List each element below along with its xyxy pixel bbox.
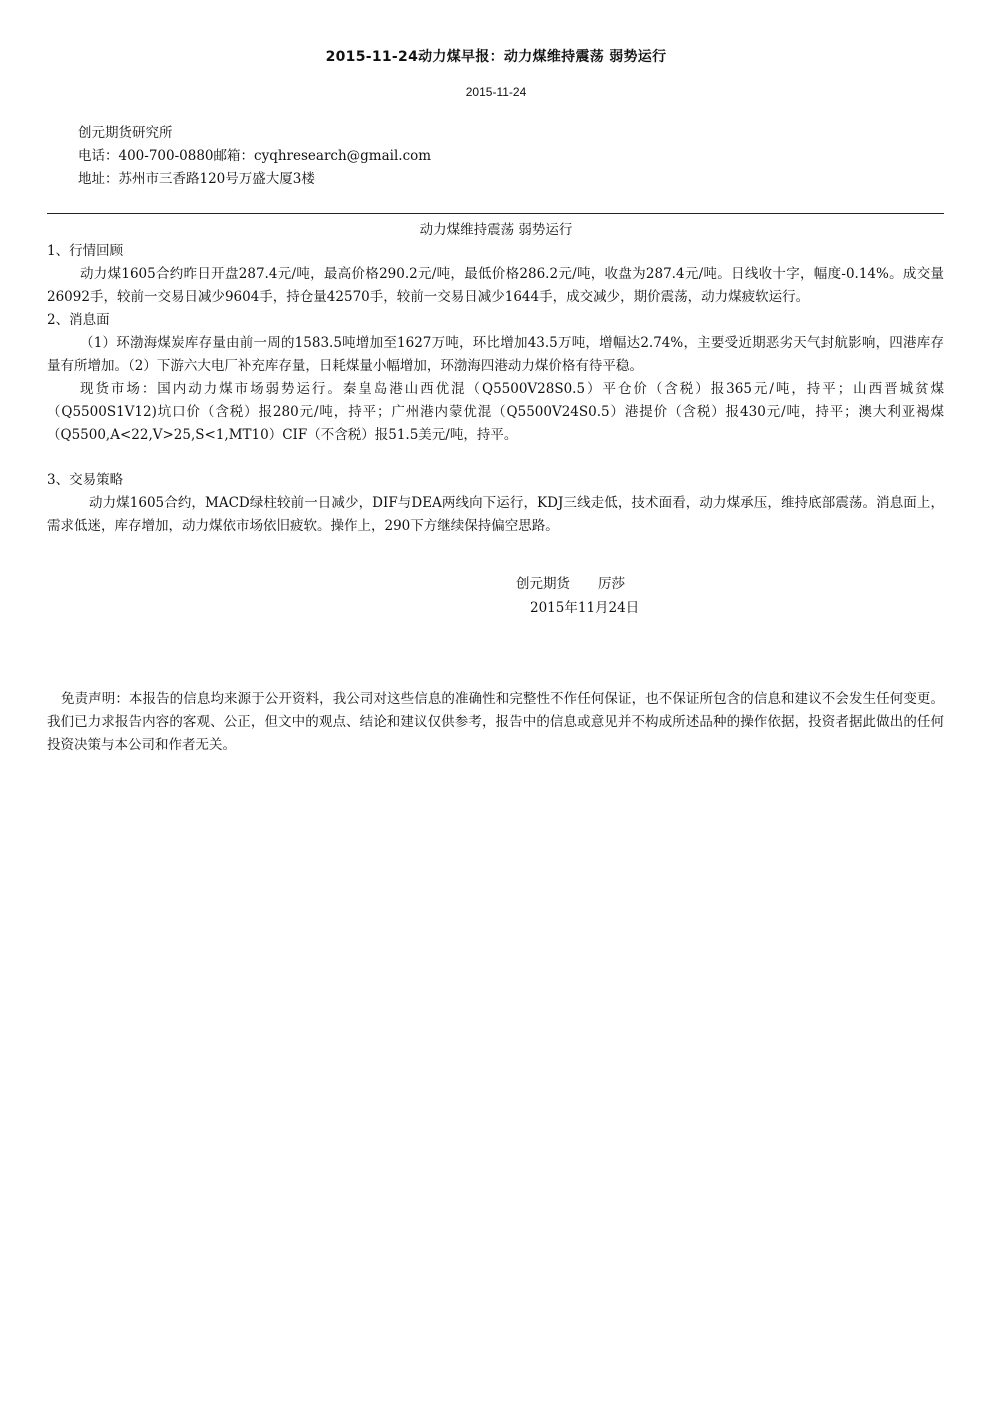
news-text: （1）环渤海煤炭库存量由前一周的1583.5吨增加至1627万吨，环比增加43.5万吨，增幅达2.74%，主要受近期恶劣天气封航影响，四港库存量有所增加。（2）下游六大电厂补充库存量，日耗煤量小幅增加，环渤海四港动力煤价格有待平稳。 [47,335,944,374]
signature-date: 2015年11月24日 [530,600,640,616]
address-line: 地址：苏州市三香路120号万盛大厦3楼 [78,171,315,187]
report-body [47,240,944,538]
contact-block [78,122,431,191]
page-title: 2015-11-24动力煤早报：动力煤维持震荡 弱势运行 [325,49,667,65]
horizontal-divider [47,213,944,214]
spot-market-text: 现货市场：国内动力煤市场弱势运行。秦皇岛港山西优混（Q5500V28S0.5）平仓价（含税）报365元/吨，持平；山西晋城贫煤（Q5500S1V12)坑口价（含税）报280元/吨，持平；广州港内蒙优混（Q5500V24S0.5）港提价（含税）报430元/吨，持平；澳大利亚褐煤（Q5500,A<22,V>25,S<1,MT10）CIF（不含税）报51.5美元/吨，持平。 [47,381,944,443]
signature-block [516,572,639,620]
org-name: 创元期货研究所 [78,125,173,141]
spacer [47,447,944,469]
report-subtitle: 动力煤维持震荡 弱势运行 [419,222,573,238]
section-heading-market-review: 1、行情回顾 [47,243,124,259]
disclaimer-text: 免责声明：本报告的信息均来源于公开资料，我公司对这些信息的准确性和完整性不作任何保证，也不保证所包含的信息和建议不会发生任何变更。我们已力求报告内容的客观、公正，但文中的观点、结论和建议仅供参考，报告中的信息或意见并不构成所述品种的操作依据，投资者据此做出的任何投资决策与本公司和作者无关。 [47,691,944,753]
market-review-text: 动力煤1605合约昨日开盘287.4元/吨，最高价格290.2元/吨，最低价格286.2元/吨，收盘为287.4元/吨。日线收十字，幅度-0.14%。成交量26092手，较前一交易日减少9604手，持仓量42570手，较前一交易日减少1644手，成交减少，期价震荡，动力煤疲软运行。 [47,266,944,305]
disclaimer-block [47,688,944,757]
publish-date: 2015-11-24 [465,85,527,99]
phone-email-line: 电话：400-700-0880邮箱：cyqhresearch@gmail.com [78,148,432,164]
signature-company: 创元期货 [516,576,570,592]
section-heading-strategy: 3、交易策略 [47,472,124,488]
section-heading-news: 2、消息面 [47,312,110,328]
signature-author: 厉莎 [598,576,625,592]
strategy-text: 动力煤1605合约，MACD绿柱较前一日减少，DIF与DEA两线向下运行，KDJ三线走低，技术面看，动力煤承压，维持底部震荡。消息面上，需求低迷，库存增加，动力煤依市场依旧疲软。操作上，290下方继续保持偏空思路。 [47,495,944,534]
